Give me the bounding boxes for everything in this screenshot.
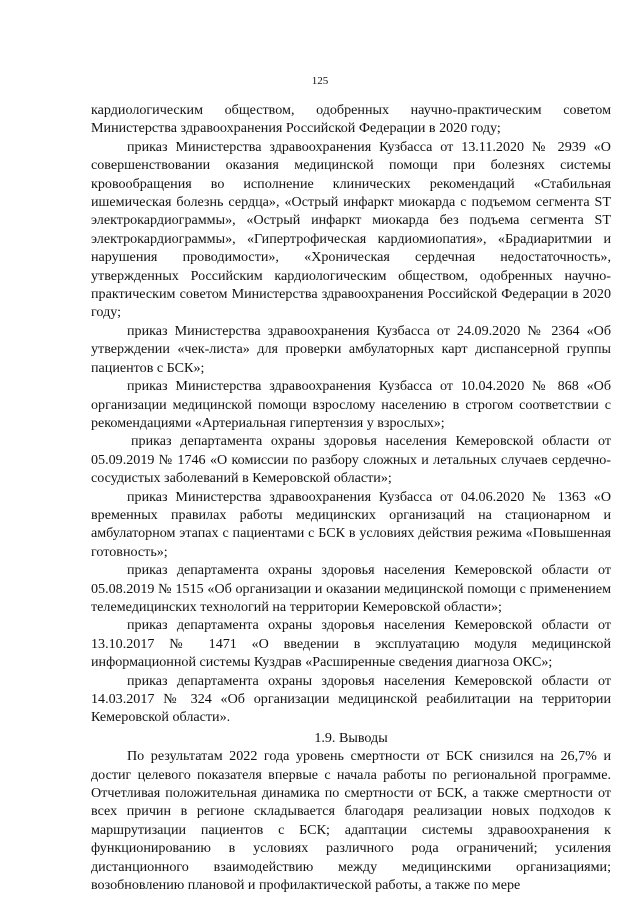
paragraph: приказ Министерства здравоохранения Кузбасса от 10.04.2020 № 868 «Об организации медицинской помощи взрослому населению в строгом соответствии с рекомендациями «Артериальная гипертензия у взрослых»; <box>91 378 611 431</box>
paragraph: приказ Министерства здравоохранения Кузбасса от 04.06.2020 № 1363 «О временных правилах работы медицинских организаций на стационарном и амбулаторном этапах с пациентами с БСК в условиях действия режима «Повышенная готовность»; <box>91 488 611 560</box>
paragraphs-after <box>91 747 611 894</box>
paragraph: приказ Министерства здравоохранения Кузбасса от 13.11.2020 № 2939 «О совершенствовании оказания медицинской помощи при болезнях системы кровообращения во исполнение клинических рекомендаций «Стабильная ишемическая болезнь сердца», «Острый инфаркт миокарда с подъемом сегмента ST электрокардиограммы», «Острый инфаркт миокарда без подъема сегмента ST электрокардиограммы», «Гипертрофическая кардиомиопатия», «Брадиаритмии и нарушения проводимости», «Хроническая сердечная недостаточность», утвержденных Российским кардиологическим обществом, одобренных научно-практическим советом Министерства здравоохранения Российской Федерации в 2020 году; <box>91 138 611 321</box>
paragraphs-before <box>91 101 611 727</box>
page-number: 125 <box>311 75 329 87</box>
page-content <box>91 101 611 894</box>
paragraph: приказ департамента охраны здоровья населения Кемеровской области от 13.10.2017 № 1471 «О введении в эксплуатацию модуля медицинской информационной системы Куздрав «Расширенные сведения диагноза ОКС»; <box>91 617 611 671</box>
section-heading: 1.9. Выводы <box>314 729 388 746</box>
paragraph: кардиологическим обществом, одобренных научно-практическим советом Министерства здравоохранения Российской Федерации в 2020 году; <box>91 102 611 137</box>
paragraph: приказ департамента охраны здоровья населения Кемеровской области от 05.09.2019 № 1746 «О комиссии по разбору сложных и летальных случаев сердечно-сосудистых заболеваний в Кемеровской области»; <box>91 433 611 487</box>
paragraph: приказ департамента охраны здоровья населения Кемеровской области от 05.08.2019 № 1515 «Об организации и оказании медицинской помощи с применением телемедицинских технологий на территории Кемеровской области»; <box>91 562 611 615</box>
paragraph: приказ департамента охраны здоровья населения Кемеровской области от 14.03.2017 № 324 «Об организации медицинской реабилитации на территории Кемеровской области». <box>91 672 611 726</box>
paragraph: приказ Министерства здравоохранения Кузбасса от 24.09.2020 № 2364 «Об утверждении «чек-листа» для проверки амбулаторных карт диспансерной группы пациентов с БСК»; <box>91 322 611 376</box>
paragraph: По результатам 2022 года уровень смертности от БСК снизился на 26,7% и достиг целевого показателя впервые с начала работы по региональной программе. Отчетливая положительная динамика по смертности от БСК, а также смертности от всех причин в регионе складывается благодаря реализации новых подходов к маршрутизации пациентов с БСК; адаптации системы здравоохранения к функционированию в условиях различного рода ограничений; усиления дистанционного взаимодействию между медицинскими организациями; возобновлению плановой и профилактической работы, а также по мере <box>91 748 611 894</box>
